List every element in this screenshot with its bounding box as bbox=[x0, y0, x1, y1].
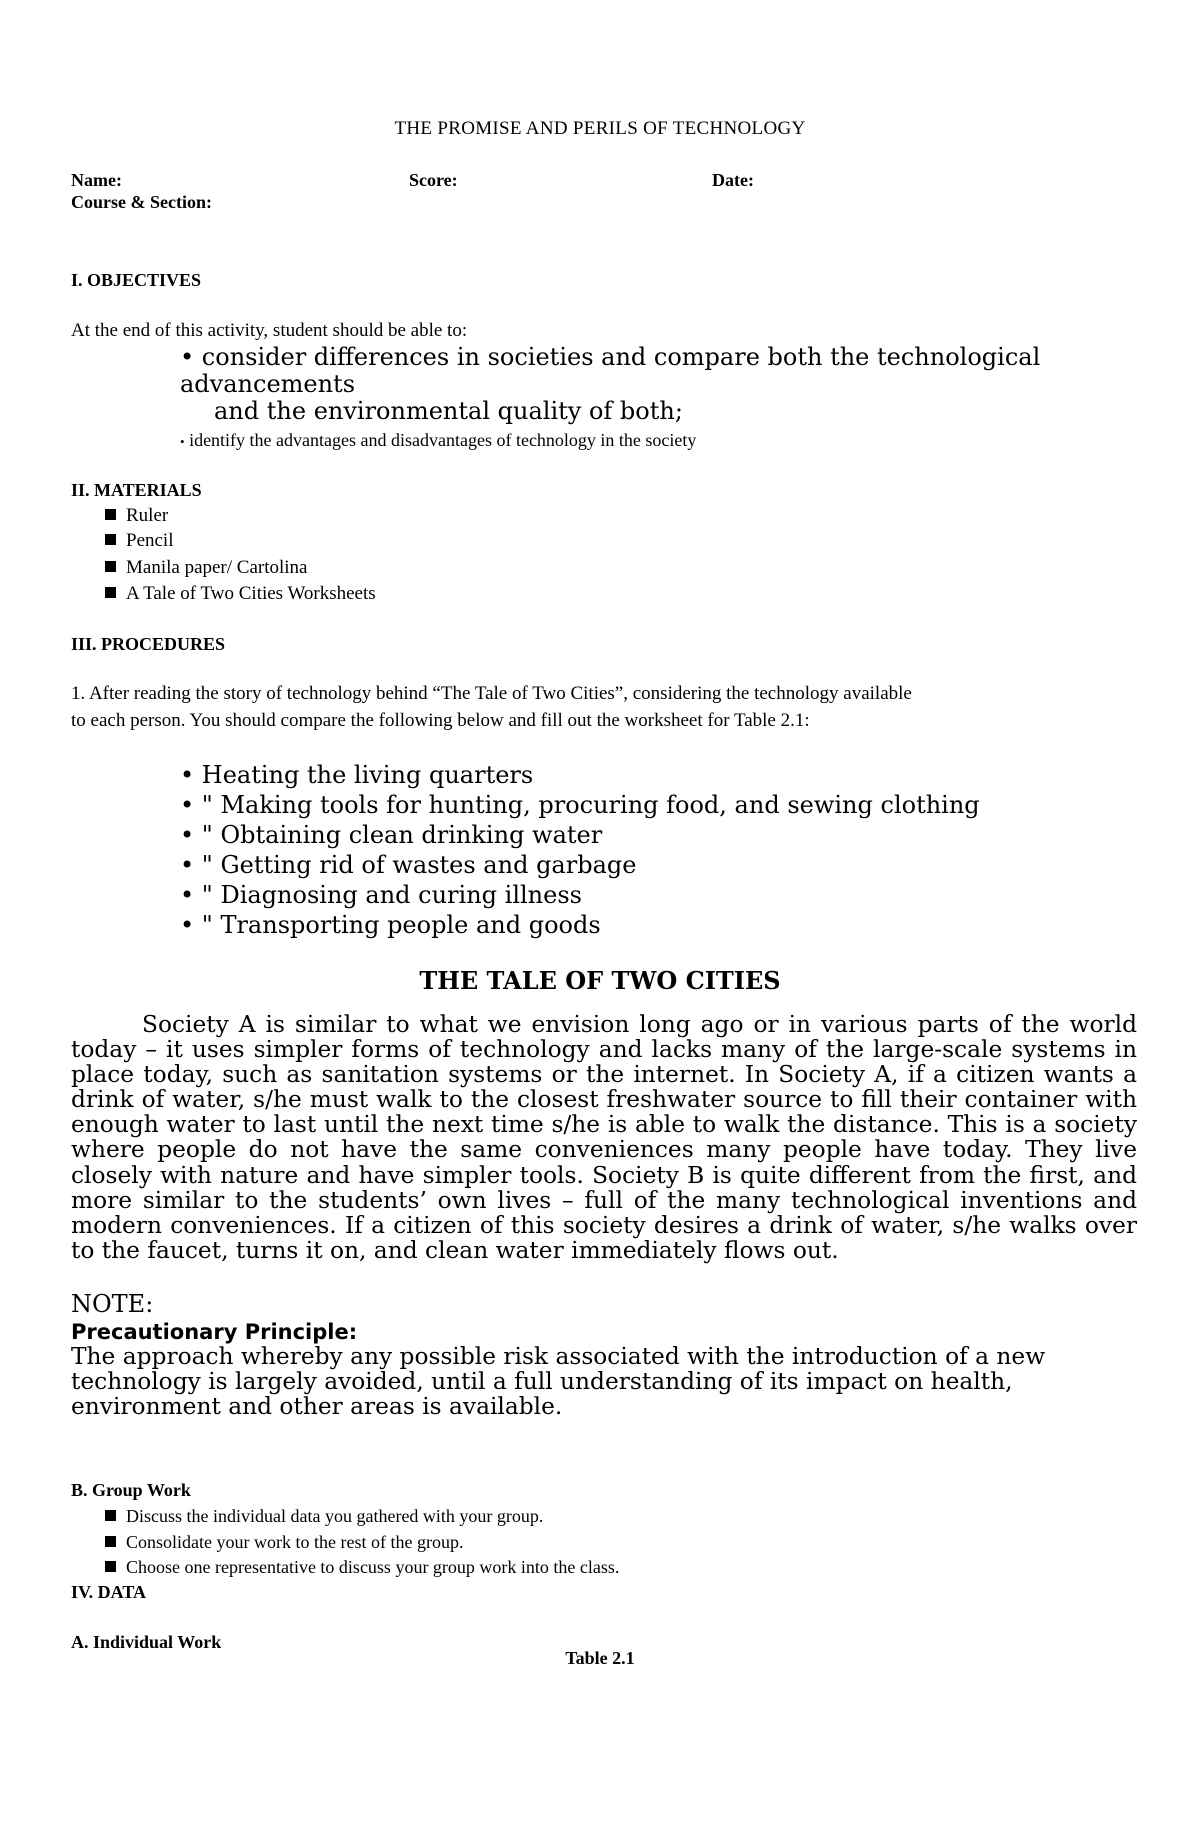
square-bullet-icon bbox=[105, 1561, 116, 1572]
materials-heading: II. MATERIALS bbox=[71, 480, 202, 500]
list-item: • " Diagnosing and curing illness bbox=[180, 881, 582, 909]
bullet-icon: • bbox=[180, 343, 195, 371]
group-work-heading: B. Group Work bbox=[71, 1480, 191, 1500]
square-bullet-icon bbox=[105, 1536, 116, 1547]
list-item: • " Getting rid of wastes and garbage bbox=[180, 851, 637, 879]
list-item: • Heating the living quarters bbox=[180, 761, 534, 789]
tale-title: THE TALE OF TWO CITIES bbox=[419, 966, 781, 995]
course-section-label: Course & Section: bbox=[71, 192, 212, 212]
square-bullet-icon bbox=[105, 561, 116, 572]
group-work-item: Discuss the individual data you gathered with your group. bbox=[105, 1505, 543, 1527]
score-label: Score: bbox=[409, 170, 458, 190]
date-label: Date: bbox=[712, 170, 754, 190]
individual-work-heading: A. Individual Work bbox=[71, 1632, 222, 1652]
objectives-intro: At the end of this activity, student should be able to: bbox=[71, 320, 468, 341]
square-bullet-icon bbox=[105, 1510, 116, 1521]
objective-item-1-line-2: advancements bbox=[180, 370, 356, 398]
material-item: Ruler bbox=[105, 505, 168, 527]
square-bullet-icon bbox=[105, 534, 116, 545]
objectives-heading: I. OBJECTIVES bbox=[71, 270, 202, 290]
procedure-comparison-list bbox=[180, 760, 980, 940]
document-title: THE PROMISE AND PERILS OF TECHNOLOGY bbox=[394, 118, 806, 139]
square-bullet-icon bbox=[105, 509, 116, 520]
objective-item-1-line-1: • consider differences in societies and compare both the technological bbox=[180, 343, 1041, 371]
list-item: • " Obtaining clean drinking water bbox=[180, 821, 603, 849]
material-item: A Tale of Two Cities Worksheets bbox=[105, 583, 376, 605]
group-work-item: Consolidate your work to the rest of the group. bbox=[105, 1531, 463, 1553]
name-label: Name: bbox=[71, 170, 122, 190]
group-work-item: Choose one representative to discuss your group work into the class. bbox=[105, 1556, 619, 1578]
objective-item-2: • identify the advantages and disadvantages of technology in the society bbox=[180, 430, 697, 450]
tale-paragraph: Society A is similar to what we envision long ago or in various parts of the world today – it uses simpler forms of technology and lacks many of the large-scale systems in place today, such as sanitation systems or the internet. In Society A, if a citizen wants a drink of water, s/he must walk to the closest freshwater source to fill their container with enough water to last until the next time s/he is able to walk the distance. This is a society where people do not have the same conveniences many people have today. They live closely with nature and have simpler tools. Society B is quite different from the first, and more similar to the students’ own lives – full of the many technological inventions and modern conveniences. If a citizen of this society desires a drink of water, s/he walks over to the faucet, turns it on, and clean water immediately flows out. bbox=[71, 1011, 1137, 1264]
procedures-heading: III. PROCEDURES bbox=[71, 634, 226, 654]
list-item: • " Transporting people and goods bbox=[180, 911, 601, 939]
procedure-step-1-line-2: to each person. You should compare the following below and fill out the worksheet for Table 2.1: bbox=[71, 710, 810, 731]
precautionary-principle-text: The approach whereby any possible risk associated with the introduction of a new technology is largely avoided, until a full understanding of its impact on health, environment and other areas is available. bbox=[71, 1343, 1046, 1420]
material-item: Pencil bbox=[105, 530, 174, 552]
precautionary-principle-label: Precautionary Principle: bbox=[71, 1320, 358, 1344]
note-label: NOTE: bbox=[71, 1290, 154, 1318]
bullet-icon: • bbox=[180, 434, 185, 449]
square-bullet-icon bbox=[105, 587, 116, 598]
table-caption: Table 2.1 bbox=[565, 1648, 635, 1668]
list-item: • " Making tools for hunting, procuring food, and sewing clothing bbox=[180, 791, 980, 819]
procedure-step-1-line-1: 1. After reading the story of technology behind “The Tale of Two Cities”, considering the technology available bbox=[71, 683, 912, 704]
objective-item-1-line-3: and the environmental quality of both; bbox=[214, 397, 683, 425]
data-heading: IV. DATA bbox=[71, 1582, 147, 1602]
material-item: Manila paper/ Cartolina bbox=[105, 557, 308, 579]
